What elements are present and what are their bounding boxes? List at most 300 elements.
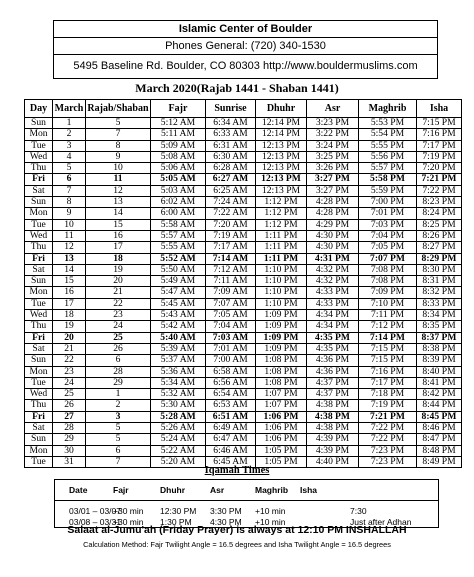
cell-day: Thu — [25, 321, 53, 332]
cell-asr: 4:38 PM — [307, 411, 359, 422]
cell-sunrise: 7:03 AM — [206, 332, 256, 343]
cell-maghrib: 7:22 PM — [359, 423, 417, 434]
iqamah-header-dhuhr: Dhuhr — [160, 485, 186, 495]
cell-day: Wed — [25, 389, 53, 400]
cell-day: Wed — [25, 310, 53, 321]
cell-dhuhr: 12:13 PM — [256, 151, 307, 162]
cell-asr: 4:40 PM — [307, 456, 359, 467]
cell-dhuhr: 1:05 PM — [256, 445, 307, 456]
cell-maghrib: 7:18 PM — [359, 389, 417, 400]
cell-day: Sat — [25, 264, 53, 275]
cell-maghrib: 5:58 PM — [359, 174, 417, 185]
cell-maghrib: 7:14 PM — [359, 332, 417, 343]
cell-hijri: 23 — [86, 310, 151, 321]
jumuah-notice: Salaat al-Jumu'ah (Friday Prayer) is always at 12:10 PM INSHALLAH — [67, 524, 407, 536]
cell-maghrib: 5:57 PM — [359, 163, 417, 174]
cell-isha: 8:49 PM — [417, 456, 462, 467]
cell-fajr: 5:43 AM — [151, 310, 206, 321]
cell-hijri: 16 — [86, 230, 151, 241]
cell-isha: 8:23 PM — [417, 197, 462, 208]
cell-fajr: 5:36 AM — [151, 366, 206, 377]
cell-day: Mon — [25, 129, 53, 140]
cell-sunrise: 6:28 AM — [206, 163, 256, 174]
cell-maghrib: 7:07 PM — [359, 253, 417, 264]
col-header-asr: Asr — [307, 100, 359, 118]
iqamah-table — [54, 479, 439, 528]
cell-march: 8 — [53, 197, 86, 208]
cell-march: 9 — [53, 208, 86, 219]
cell-march: 21 — [53, 343, 86, 354]
cell-maghrib: 7:05 PM — [359, 242, 417, 253]
cell-day: Fri — [25, 174, 53, 185]
table-row — [25, 355, 462, 366]
cell-march: 5 — [53, 163, 86, 174]
cell-sunrise: 7:20 AM — [206, 219, 256, 230]
table-row — [25, 219, 462, 230]
cell-isha: 8:42 PM — [417, 389, 462, 400]
cell-isha: 8:45 PM — [417, 411, 462, 422]
cell-asr: 3:27 PM — [307, 174, 359, 185]
cell-fajr: 5:42 AM — [151, 321, 206, 332]
cell-dhuhr: 1:11 PM — [256, 242, 307, 253]
cell-march: 18 — [53, 310, 86, 321]
cell-dhuhr: 1:08 PM — [256, 366, 307, 377]
iqamah-cell-dhuhr: 12:30 PM — [160, 505, 197, 516]
cell-asr: 4:33 PM — [307, 287, 359, 298]
cell-dhuhr: 1:12 PM — [256, 208, 307, 219]
iqamah-header-maghrib: Maghrib — [255, 485, 289, 495]
table-row — [25, 366, 462, 377]
cell-fajr: 5:06 AM — [151, 163, 206, 174]
cell-day: Sat — [25, 185, 53, 196]
cell-march: 31 — [53, 456, 86, 467]
address-line: 5495 Baseline Rd. Boulder, CO 80303 http://www.bouldermuslims.com — [73, 60, 418, 72]
cell-isha: 8:40 PM — [417, 366, 462, 377]
cell-isha: 8:27 PM — [417, 242, 462, 253]
cell-asr: 3:25 PM — [307, 151, 359, 162]
cell-asr: 4:39 PM — [307, 445, 359, 456]
cell-hijri: 28 — [86, 366, 151, 377]
cell-isha: 8:25 PM — [417, 219, 462, 230]
cell-day: Wed — [25, 151, 53, 162]
cell-hijri: 15 — [86, 219, 151, 230]
cell-asr: 4:33 PM — [307, 298, 359, 309]
col-header-dhuhr: Dhuhr — [256, 100, 307, 118]
iqamah-cell-date: 03/08 – 03/31 — [69, 516, 121, 527]
cell-march: 12 — [53, 242, 86, 253]
cell-fajr: 5:40 AM — [151, 332, 206, 343]
cell-sunrise: 7:12 AM — [206, 264, 256, 275]
prayer-times-table — [24, 99, 462, 468]
table-row — [25, 140, 462, 151]
cell-hijri: 19 — [86, 264, 151, 275]
table-row — [25, 343, 462, 354]
cell-fajr: 5:05 AM — [151, 174, 206, 185]
cell-sunrise: 7:04 AM — [206, 321, 256, 332]
table-row — [25, 434, 462, 445]
cell-sunrise: 6:30 AM — [206, 151, 256, 162]
cell-hijri: 7 — [86, 456, 151, 467]
phone-line: Phones General: (720) 340-1530 — [54, 38, 437, 55]
cell-hijri: 20 — [86, 276, 151, 287]
cell-sunrise: 6:54 AM — [206, 389, 256, 400]
cell-asr: 4:29 PM — [307, 219, 359, 230]
cell-dhuhr: 1:06 PM — [256, 411, 307, 422]
cell-fajr: 5:55 AM — [151, 242, 206, 253]
col-header-month: March — [53, 100, 86, 118]
cell-fajr: 5:20 AM — [151, 456, 206, 467]
cell-march: 28 — [53, 423, 86, 434]
cell-dhuhr: 1:06 PM — [256, 434, 307, 445]
cell-isha: 7:22 PM — [417, 185, 462, 196]
cell-hijri: 5 — [86, 118, 151, 129]
table-row — [25, 411, 462, 422]
cell-sunrise: 6:58 AM — [206, 366, 256, 377]
cell-dhuhr: 1:09 PM — [256, 332, 307, 343]
iqamah-cell-maghrib: +10 min — [255, 516, 286, 527]
cell-day: Tue — [25, 456, 53, 467]
iqamah-title: Iqamah Times — [204, 465, 270, 476]
cell-hijri: 6 — [86, 355, 151, 366]
cell-dhuhr: 12:13 PM — [256, 174, 307, 185]
cell-sunrise: 6:25 AM — [206, 185, 256, 196]
cell-sunrise: 7:01 AM — [206, 343, 256, 354]
table-row — [25, 253, 462, 264]
cell-march: 29 — [53, 434, 86, 445]
iqamah-header-asr: Asr — [210, 485, 225, 495]
cell-dhuhr: 1:12 PM — [256, 197, 307, 208]
cell-fajr: 5:24 AM — [151, 434, 206, 445]
iqamah-header-date: Date — [69, 485, 88, 495]
cell-asr: 4:34 PM — [307, 310, 359, 321]
cell-maghrib: 7:23 PM — [359, 456, 417, 467]
cell-sunrise: 6:56 AM — [206, 377, 256, 388]
cell-march: 15 — [53, 276, 86, 287]
org-title: Islamic Center of Boulder — [54, 21, 437, 38]
cell-dhuhr: 1:09 PM — [256, 343, 307, 354]
cell-isha: 8:48 PM — [417, 445, 462, 456]
cell-sunrise: 7:19 AM — [206, 230, 256, 241]
cell-asr: 4:32 PM — [307, 276, 359, 287]
cell-day: Sat — [25, 423, 53, 434]
cell-day: Tue — [25, 219, 53, 230]
cell-maghrib: 7:04 PM — [359, 230, 417, 241]
cell-dhuhr: 12:14 PM — [256, 129, 307, 140]
cell-day: Tue — [25, 298, 53, 309]
cell-march: 26 — [53, 400, 86, 411]
cell-hijri: 21 — [86, 287, 151, 298]
cell-isha: 8:39 PM — [417, 355, 462, 366]
cell-fajr: 5:28 AM — [151, 411, 206, 422]
cell-asr: 3:26 PM — [307, 163, 359, 174]
cell-isha: 8:46 PM — [417, 423, 462, 434]
cell-asr: 4:35 PM — [307, 332, 359, 343]
cell-fajr: 5:47 AM — [151, 287, 206, 298]
cell-asr: 4:34 PM — [307, 321, 359, 332]
cell-dhuhr: 1:08 PM — [256, 377, 307, 388]
cell-sunrise: 6:51 AM — [206, 411, 256, 422]
cell-march: 13 — [53, 253, 86, 264]
cell-fajr: 5:03 AM — [151, 185, 206, 196]
iqamah-cell-isha: Just after Adhan — [350, 516, 412, 527]
cell-asr: 4:28 PM — [307, 197, 359, 208]
cell-maghrib: 7:19 PM — [359, 400, 417, 411]
cell-isha: 8:30 PM — [417, 264, 462, 275]
cell-asr: 3:23 PM — [307, 118, 359, 129]
cell-maghrib: 7:11 PM — [359, 310, 417, 321]
table-row — [25, 208, 462, 219]
cell-hijri: 2 — [86, 400, 151, 411]
cell-day: Fri — [25, 411, 53, 422]
cell-maghrib: 7:23 PM — [359, 445, 417, 456]
cell-sunrise: 7:14 AM — [206, 253, 256, 264]
month-title: March 2020(Rajab 1441 - Shaban 1441) — [135, 81, 339, 95]
cell-isha: 8:44 PM — [417, 400, 462, 411]
cell-day: Sun — [25, 355, 53, 366]
cell-march: 20 — [53, 332, 86, 343]
cell-fajr: 5:11 AM — [151, 129, 206, 140]
cell-dhuhr: 1:07 PM — [256, 389, 307, 400]
cell-isha: 8:32 PM — [417, 287, 462, 298]
cell-maghrib: 5:55 PM — [359, 140, 417, 151]
cell-day: Tue — [25, 140, 53, 151]
cell-day: Fri — [25, 253, 53, 264]
cell-sunrise: 7:11 AM — [206, 276, 256, 287]
calculation-method: Calculation Method: Fajr Twilight Angle = 16.5 degrees and Isha Twilight Angle = 16.5 degrees — [83, 540, 391, 549]
cell-day: Sat — [25, 343, 53, 354]
col-header-sunrise: Sunrise — [206, 100, 256, 118]
table-row — [25, 264, 462, 275]
table-row — [25, 242, 462, 253]
cell-asr: 4:30 PM — [307, 230, 359, 241]
cell-maghrib: 7:15 PM — [359, 355, 417, 366]
cell-day: Thu — [25, 400, 53, 411]
cell-maghrib: 7:03 PM — [359, 219, 417, 230]
cell-march: 2 — [53, 129, 86, 140]
table-row — [25, 423, 462, 434]
cell-isha: 8:29 PM — [417, 253, 462, 264]
iqamah-header-isha: Isha — [300, 485, 318, 495]
cell-march: 11 — [53, 230, 86, 241]
table-header-row — [25, 100, 462, 118]
cell-asr: 4:30 PM — [307, 242, 359, 253]
cell-dhuhr: 12:14 PM — [256, 118, 307, 129]
cell-hijri: 9 — [86, 151, 151, 162]
table-row — [25, 151, 462, 162]
col-header-hijri: Rajab/Shaban — [86, 100, 151, 118]
cell-dhuhr: 1:11 PM — [256, 230, 307, 241]
table-body — [25, 118, 462, 468]
cell-maghrib: 7:00 PM — [359, 197, 417, 208]
cell-day: Thu — [25, 163, 53, 174]
cell-maghrib: 7:12 PM — [359, 321, 417, 332]
cell-day: Sun — [25, 197, 53, 208]
cell-march: 16 — [53, 287, 86, 298]
cell-march: 27 — [53, 411, 86, 422]
header-box — [53, 20, 438, 79]
cell-hijri: 10 — [86, 163, 151, 174]
iqamah-header-fajr: Fajr — [113, 485, 129, 495]
cell-isha: 7:16 PM — [417, 129, 462, 140]
cell-hijri: 26 — [86, 343, 151, 354]
table-row — [25, 185, 462, 196]
cell-fajr: 5:39 AM — [151, 343, 206, 354]
cell-asr: 4:28 PM — [307, 208, 359, 219]
cell-isha: 8:31 PM — [417, 276, 462, 287]
cell-day: Sun — [25, 276, 53, 287]
cell-march: 4 — [53, 151, 86, 162]
cell-march: 1 — [53, 118, 86, 129]
cell-fajr: 5:45 AM — [151, 298, 206, 309]
cell-asr: 4:32 PM — [307, 264, 359, 275]
cell-day: Sun — [25, 434, 53, 445]
cell-hijri: 13 — [86, 197, 151, 208]
cell-dhuhr: 1:10 PM — [256, 287, 307, 298]
cell-sunrise: 7:17 AM — [206, 242, 256, 253]
cell-sunrise: 6:47 AM — [206, 434, 256, 445]
cell-fajr: 6:00 AM — [151, 208, 206, 219]
iqamah-cell-date: 03/01 – 03/07 — [69, 505, 121, 516]
cell-fajr: 5:58 AM — [151, 219, 206, 230]
cell-isha: 7:17 PM — [417, 140, 462, 151]
cell-sunrise: 7:00 AM — [206, 355, 256, 366]
cell-sunrise: 6:31 AM — [206, 140, 256, 151]
cell-march: 14 — [53, 264, 86, 275]
cell-hijri: 1 — [86, 389, 151, 400]
cell-day: Mon — [25, 208, 53, 219]
cell-maghrib: 7:17 PM — [359, 377, 417, 388]
iqamah-cell-dhuhr: 1:30 PM — [160, 516, 192, 527]
table-row — [25, 276, 462, 287]
cell-hijri: 29 — [86, 377, 151, 388]
table-row — [25, 310, 462, 321]
table-row — [25, 389, 462, 400]
cell-isha: 8:38 PM — [417, 343, 462, 354]
cell-asr: 4:36 PM — [307, 366, 359, 377]
table-row — [25, 321, 462, 332]
cell-sunrise: 7:09 AM — [206, 287, 256, 298]
cell-day: Fri — [25, 332, 53, 343]
col-header-day: Day — [25, 100, 53, 118]
cell-hijri: 12 — [86, 185, 151, 196]
col-header-isha: Isha — [417, 100, 462, 118]
cell-isha: 7:20 PM — [417, 163, 462, 174]
table-row — [25, 332, 462, 343]
cell-sunrise: 6:53 AM — [206, 400, 256, 411]
table-row — [25, 129, 462, 140]
cell-march: 7 — [53, 185, 86, 196]
cell-hijri: 6 — [86, 445, 151, 456]
cell-asr: 3:27 PM — [307, 185, 359, 196]
cell-asr: 4:37 PM — [307, 389, 359, 400]
cell-isha: 7:21 PM — [417, 174, 462, 185]
cell-fajr: 5:32 AM — [151, 389, 206, 400]
cell-hijri: 17 — [86, 242, 151, 253]
cell-asr: 4:35 PM — [307, 343, 359, 354]
table-row — [25, 174, 462, 185]
cell-isha: 8:33 PM — [417, 298, 462, 309]
cell-day: Wed — [25, 230, 53, 241]
cell-maghrib: 7:08 PM — [359, 276, 417, 287]
cell-sunrise: 7:07 AM — [206, 298, 256, 309]
cell-dhuhr: 1:05 PM — [256, 456, 307, 467]
cell-march: 30 — [53, 445, 86, 456]
cell-dhuhr: 1:07 PM — [256, 400, 307, 411]
cell-day: Sun — [25, 118, 53, 129]
cell-asr: 4:37 PM — [307, 377, 359, 388]
cell-dhuhr: 1:12 PM — [256, 219, 307, 230]
cell-march: 3 — [53, 140, 86, 151]
cell-sunrise: 6:27 AM — [206, 174, 256, 185]
col-header-fajr: Fajr — [151, 100, 206, 118]
cell-fajr: 5:34 AM — [151, 377, 206, 388]
cell-asr: 3:24 PM — [307, 140, 359, 151]
cell-hijri: 3 — [86, 411, 151, 422]
cell-hijri: 11 — [86, 174, 151, 185]
cell-day: Tue — [25, 377, 53, 388]
cell-dhuhr: 12:13 PM — [256, 163, 307, 174]
cell-maghrib: 7:01 PM — [359, 208, 417, 219]
cell-maghrib: 5:53 PM — [359, 118, 417, 129]
table-row — [25, 163, 462, 174]
cell-march: 19 — [53, 321, 86, 332]
table-row — [25, 287, 462, 298]
cell-fajr: 5:57 AM — [151, 230, 206, 241]
cell-asr: 4:38 PM — [307, 423, 359, 434]
cell-dhuhr: 1:06 PM — [256, 423, 307, 434]
cell-maghrib: 5:54 PM — [359, 129, 417, 140]
cell-isha: 8:35 PM — [417, 321, 462, 332]
cell-fajr: 5:49 AM — [151, 276, 206, 287]
cell-isha: 8:26 PM — [417, 230, 462, 241]
cell-dhuhr: 1:10 PM — [256, 264, 307, 275]
cell-isha: 8:47 PM — [417, 434, 462, 445]
iqamah-row — [55, 505, 438, 516]
cell-dhuhr: 1:10 PM — [256, 298, 307, 309]
cell-isha: 7:19 PM — [417, 151, 462, 162]
cell-maghrib: 7:16 PM — [359, 366, 417, 377]
cell-march: 6 — [53, 174, 86, 185]
cell-fajr: 5:30 AM — [151, 400, 206, 411]
cell-fajr: 5:09 AM — [151, 140, 206, 151]
cell-isha: 8:34 PM — [417, 310, 462, 321]
cell-fajr: 6:02 AM — [151, 197, 206, 208]
cell-sunrise: 6:45 AM — [206, 456, 256, 467]
cell-maghrib: 5:59 PM — [359, 185, 417, 196]
cell-maghrib: 7:21 PM — [359, 411, 417, 422]
cell-maghrib: 7:09 PM — [359, 287, 417, 298]
cell-dhuhr: 1:09 PM — [256, 321, 307, 332]
cell-sunrise: 7:05 AM — [206, 310, 256, 321]
cell-march: 24 — [53, 377, 86, 388]
cell-fajr: 5:12 AM — [151, 118, 206, 129]
cell-maghrib: 7:10 PM — [359, 298, 417, 309]
cell-asr: 4:36 PM — [307, 355, 359, 366]
cell-day: Mon — [25, 287, 53, 298]
cell-march: 10 — [53, 219, 86, 230]
cell-maghrib: 7:15 PM — [359, 343, 417, 354]
col-header-maghrib: Maghrib — [359, 100, 417, 118]
cell-asr: 3:22 PM — [307, 129, 359, 140]
cell-march: 22 — [53, 355, 86, 366]
cell-hijri: 5 — [86, 434, 151, 445]
table-row — [25, 400, 462, 411]
iqamah-cell-maghrib: +10 min — [255, 505, 286, 516]
table-row — [25, 230, 462, 241]
cell-fajr: 5:22 AM — [151, 445, 206, 456]
cell-asr: 4:39 PM — [307, 434, 359, 445]
cell-hijri: 24 — [86, 321, 151, 332]
